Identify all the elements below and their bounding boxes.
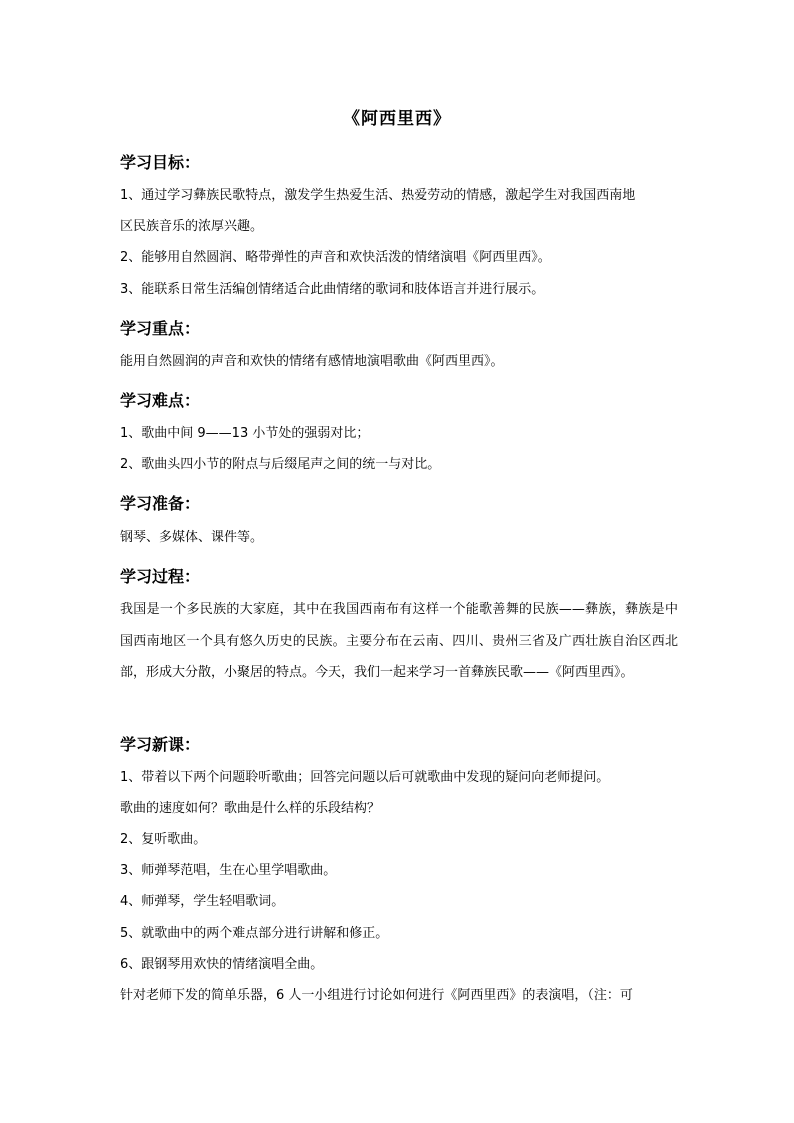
heading-preparation: 学习准备： (120, 494, 201, 513)
objective-item-2: 2、能够用自然圆润、略带弹性的声音和欢快活泼的情绪演唱《阿西里西》。 (120, 250, 551, 265)
objective-item-1-cont: 区民族音乐的浓厚兴趣。 (120, 219, 264, 234)
key-point-item-1: 能用自然圆润的声音和欢快的情绪有感情地演唱歌曲《阿西里西》。 (120, 354, 504, 369)
objective-item-3: 3、能联系日常生活编创情绪适合此曲情绪的歌词和肢体语言并进行展示。 (120, 282, 545, 297)
lesson-questions: 歌曲的速度如何？歌曲是什么样的乐段结构？ (120, 801, 381, 816)
preparation-item-1: 钢琴、多媒体、课件等。 (120, 530, 264, 545)
lesson-item-4: 4、师弹琴，学生轻唱歌词。 (120, 894, 285, 909)
lesson-item-6: 6、跟钢琴用欢快的情绪演唱全曲。 (120, 957, 324, 972)
lesson-item-5: 5、就歌曲中的两个难点部分进行讲解和修正。 (120, 926, 389, 941)
heading-objectives: 学习目标： (120, 153, 201, 172)
lesson-item-2: 2、复听歌曲。 (120, 832, 207, 847)
difficulty-item-2: 2、歌曲头四小节的附点与后缀尾声之间的统一与对比。 (120, 457, 441, 472)
heading-process: 学习过程： (120, 567, 201, 586)
objective-item-1: 1、通过学习彝族民歌特点，激发学生热爱生活、热爱劳动的情感，激起学生对我国西南地 (120, 188, 636, 203)
document-title: 《阿西里西》 (343, 109, 451, 129)
heading-new-lesson: 学习新课： (120, 735, 201, 754)
heading-key-points: 学习重点： (120, 319, 201, 338)
difficulty-item-1: 1、歌曲中间 9——13 小节处的强弱对比； (120, 426, 370, 441)
process-paragraph: 我国是一个多民族的大家庭，其中在我国西南布有这样一个能歌善舞的民族——彝族，彝族是中国西南地区一个具有悠久历史的民族。主要分布在云南、四川、贵州三省及广西壮族自治区西北部，形成大分散，小聚居的特点。今天，我们一起来学习一首彝族民歌——《阿西里西》。 (120, 602, 678, 680)
lesson-item-1: 1、带着以下两个问题聆听歌曲；回答完问题以后可就歌曲中发现的疑问向老师提问。 (120, 770, 610, 785)
heading-difficulties: 学习难点： (120, 391, 201, 410)
lesson-item-3: 3、师弹琴范唱，生在心里学唱歌曲。 (120, 863, 337, 878)
lesson-group-activity: 针对老师下发的简单乐器，6 人一小组进行讨论如何进行《阿西里西》的表演唱，（注：可 (120, 988, 633, 1003)
